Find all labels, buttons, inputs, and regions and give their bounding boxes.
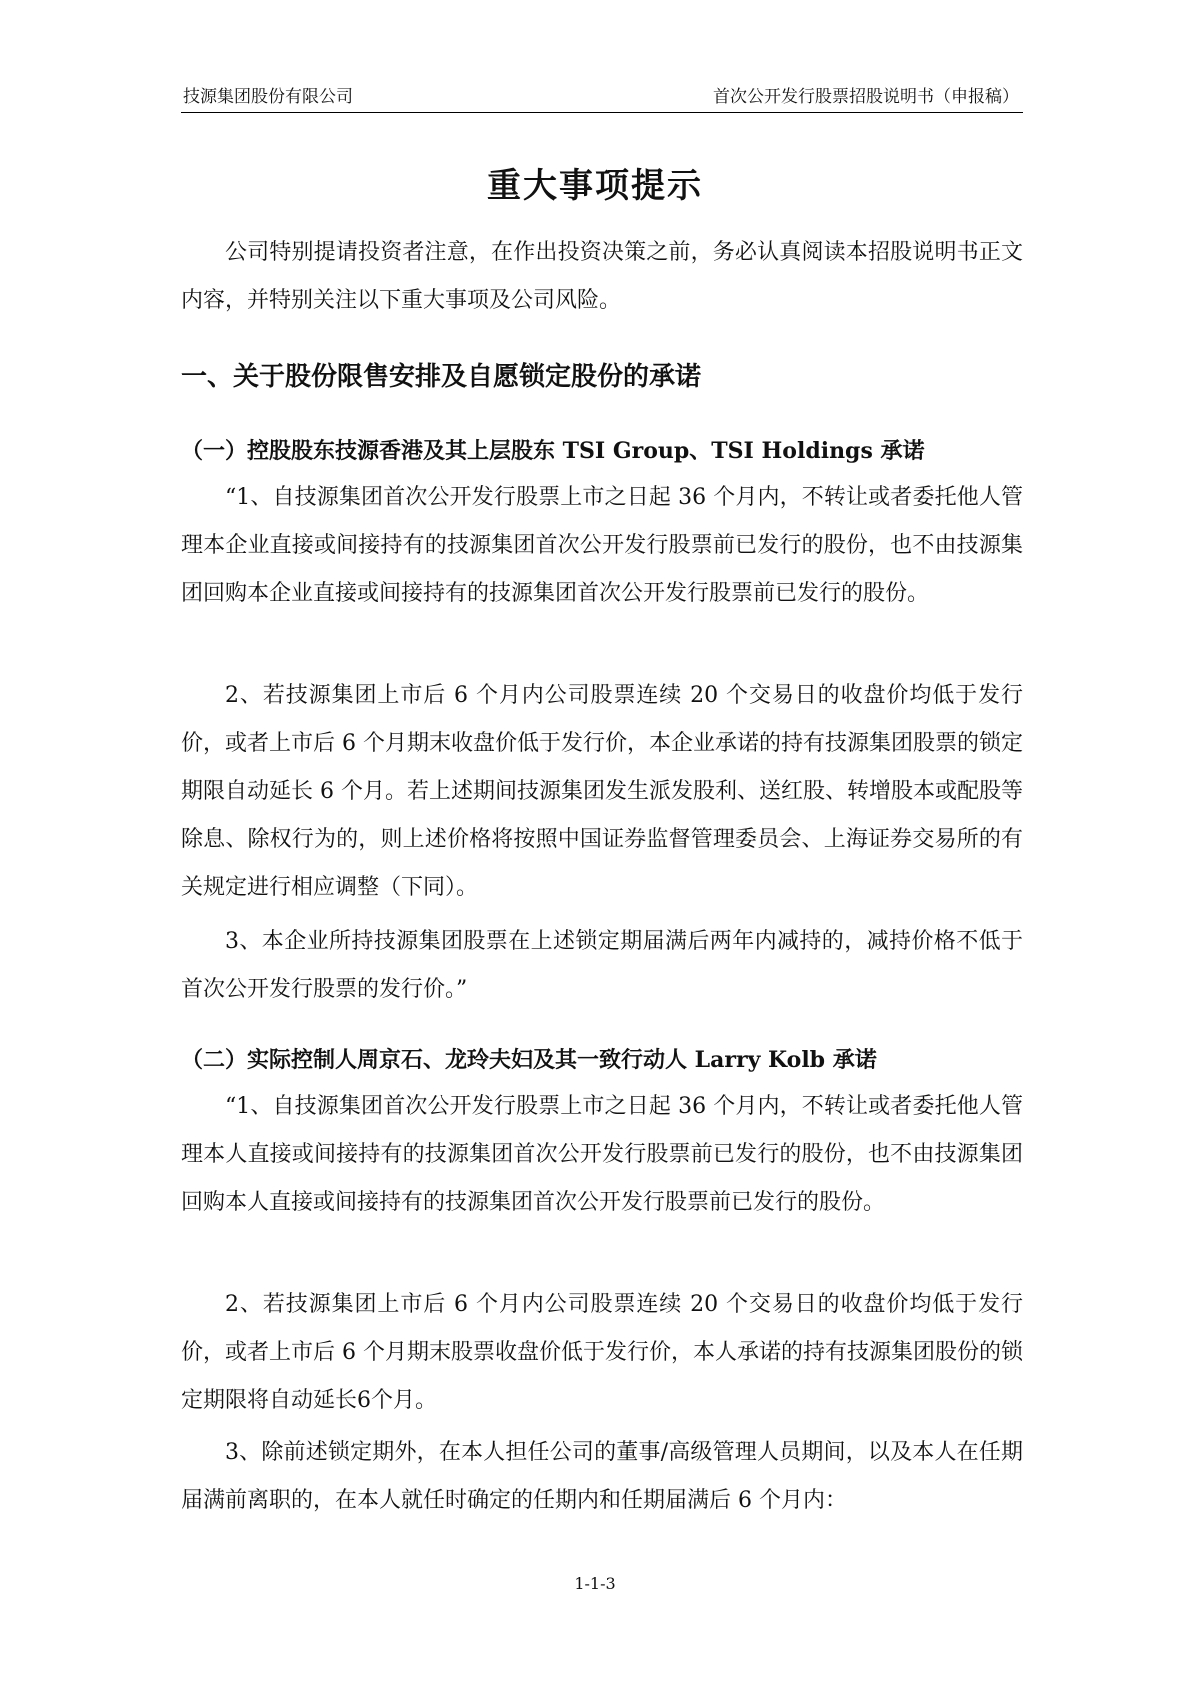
- sub1-paragraph-1: “1、自技源集团首次公开发行股票上市之日起 36 个月内，不转让或者委托他人管理本企业直接或间接持有的技源集团首次公开发行股票前已发行的股份，也不由技源集团回购本企业直接或间接持有的技源集团首次公开发行股票前已发行的股份。: [181, 485, 1023, 606]
- sub1-paragraph-2: 2、若技源集团上市后 6 个月内公司股票连续 20 个交易日的收盘价均低于发行价，或者上市后 6 个月期末收盘价低于发行价，本企业承诺的持有技源集团股票的锁定期限自动延长 6 个月。若上述期间技源集团发生派发股利、送红股、转增股本或配股等除息、除权行为的，则上述价格将按照中国证券监督管理委员会、上海证券交易所的有关规定进行相应调整（下同）。: [181, 683, 1023, 900]
- sub2-paragraph-2: 2、若技源集团上市后 6 个月内公司股票连续 20 个交易日的收盘价均低于发行价，或者上市后 6 个月期末股票收盘价低于发行价，本人承诺的持有技源集团股份的锁定期限将自动延长6个月。: [181, 1292, 1023, 1413]
- header-doc-title: 首次公开发行股票招股说明书（申报稿）: [713, 87, 1019, 107]
- sub2-paragraph-1: “1、自技源集团首次公开发行股票上市之日起 36 个月内，不转让或者委托他人管理本人直接或间接持有的技源集团首次公开发行股票前已发行的股份，也不由技源集团回购本人直接或间接持有的技源集团首次公开发行股票前已发行的股份。: [181, 1094, 1023, 1215]
- subsection-heading-2: （二）实际控制人周京石、龙玲夫妇及其一致行动人 Larry Kolb 承诺: [181, 1047, 877, 1073]
- page-title: 重大事项提示: [487, 166, 703, 206]
- page-header: [181, 84, 1023, 113]
- header-company: 技源集团股份有限公司: [183, 87, 353, 107]
- intro-paragraph: 公司特别提请投资者注意，在作出投资决策之前，务必认真阅读本招股说明书正文内容，并特别关注以下重大事项及公司风险。: [181, 240, 1023, 313]
- sub2-paragraph-3: 3、除前述锁定期外，在本人担任公司的董事/高级管理人员期间，以及本人在任期届满前离职的，在本人就任时确定的任期内和任期届满后 6 个月内：: [181, 1440, 1023, 1513]
- page-number: 1-1-3: [574, 1574, 616, 1593]
- section-heading: 一、关于股份限售安排及自愿锁定股份的承诺: [181, 362, 702, 392]
- subsection-heading-1: （一）控股股东技源香港及其上层股东 TSI Group、TSI Holdings 承诺: [181, 438, 925, 464]
- sub1-paragraph-3: 3、本企业所持技源集团股票在上述锁定期届满后两年内减持的，减持价格不低于首次公开发行股票的发行价。”: [181, 929, 1023, 1002]
